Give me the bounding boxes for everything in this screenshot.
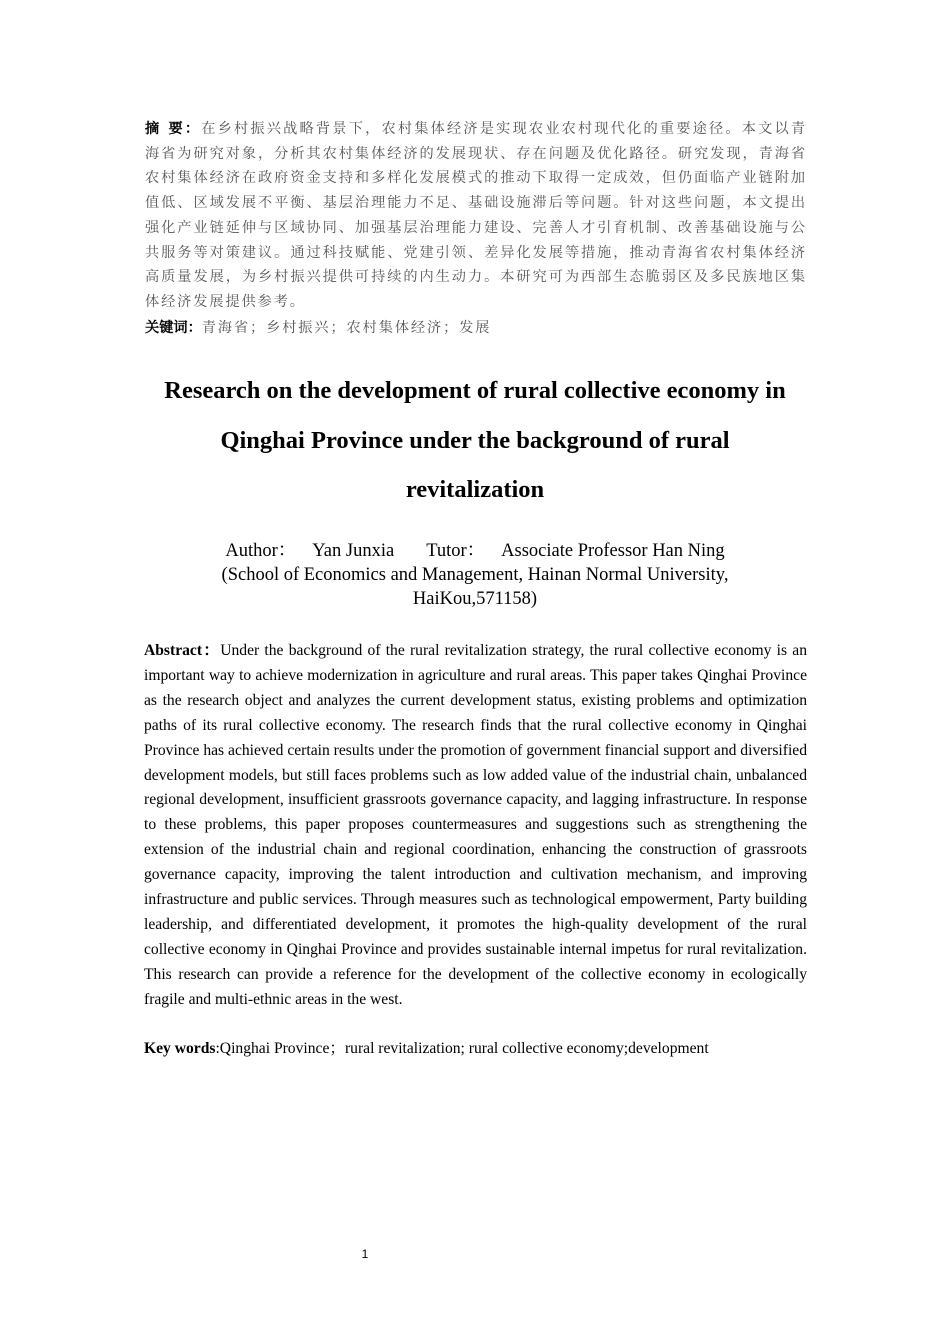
affiliation-line-2: HaiKou,571158)	[412, 589, 538, 609]
author-block	[150, 539, 800, 611]
english-abstract-label: Abstract：	[144, 642, 221, 659]
english-title	[130, 366, 820, 515]
chinese-abstract-label: 摘 要：	[145, 121, 202, 137]
english-title-line-3: revitalization	[405, 476, 545, 503]
chinese-keywords-text: 青海省；乡村振兴；农村集体经济；发展	[201, 320, 492, 336]
english-title-line-1: Research on the development of rural collective economy in	[164, 377, 786, 404]
chinese-keywords-label: 关键词：	[145, 320, 202, 336]
author-label: Author：	[225, 541, 297, 561]
english-abstract	[144, 639, 807, 1013]
english-keywords-label: Key words	[144, 1040, 216, 1057]
english-keywords-text: :Qinghai Province；rural revitalization; rural collective economy;development	[215, 1040, 709, 1057]
tutor-name: Associate Professor Han Ning	[501, 541, 725, 561]
affiliation-line-1: (School of Economics and Management, Hainan Normal University,	[221, 565, 729, 585]
english-keywords	[144, 1037, 807, 1062]
author-name: Yan Junxia	[312, 541, 395, 561]
tutor-label: Tutor：	[426, 541, 486, 561]
english-abstract-text: Under the background of the rural revitalization strategy, the rural collective economy is an important way to achieve modernization in agriculture and rural areas. This paper takes Qinghai Province as the research object and analyzes the current development status, existing problems and optimization paths of its rural collective economy. The research finds that the rural collective economy in Qinghai Province has achieved certain results under the promotion of government financial support and diversified development models, but still faces problems such as low added value of the industrial chain, unbalanced regional development, insufficient grassroots governance capacity, and lagging infrastructure. In response to these problems, this paper proposes countermeasures and suggestions such as strengthening the extension of the industrial chain and regional coordination, enhancing the construction of grassroots governance capacity, improving the talent introduction and cultivation mechanism, and improving infrastructure and public services. Through measures such as technological empowerment, Party building leadership, and differentiated development, it promotes the high-quality development of the rural collective economy in Qinghai Province and provides sustainable internal impetus for rural revitalization. This research can provide a reference for the development of the collective economy in ecologically fragile and multi-ethnic areas in the west.	[144, 642, 807, 1008]
chinese-abstract-text: 在乡村振兴战略背景下，农村集体经济是实现农业农村现代化的重要途径。本文以青海省为研究对象，分析其农村集体经济的发展现状、存在问题及优化路径。研究发现，青海省农村集体经济在政府资金支持和多样化发展模式的推动下取得一定成效，但仍面临产业链附加值低、区域发展不平衡、基层治理能力不足、基础设施滞后等问题。针对这些问题，本文提出强化产业链延伸与区域协同、加强基层治理能力建设、完善人才引育机制、改善基础设施与公共服务等对策建议。通过科技赋能、党建引领、差异化发展等措施，推动青海省农村集体经济高质量发展，为乡村振兴提供可持续的内生动力。本研究可为西部生态脆弱区及多民族地区集体经济发展提供参考。	[145, 121, 807, 310]
chinese-abstract	[145, 117, 807, 315]
chinese-keywords	[145, 316, 807, 341]
author-line	[150, 539, 800, 563]
english-title-line-2: Qinghai Province under the background of rural	[220, 426, 730, 454]
page-number: 1	[361, 1247, 369, 1261]
